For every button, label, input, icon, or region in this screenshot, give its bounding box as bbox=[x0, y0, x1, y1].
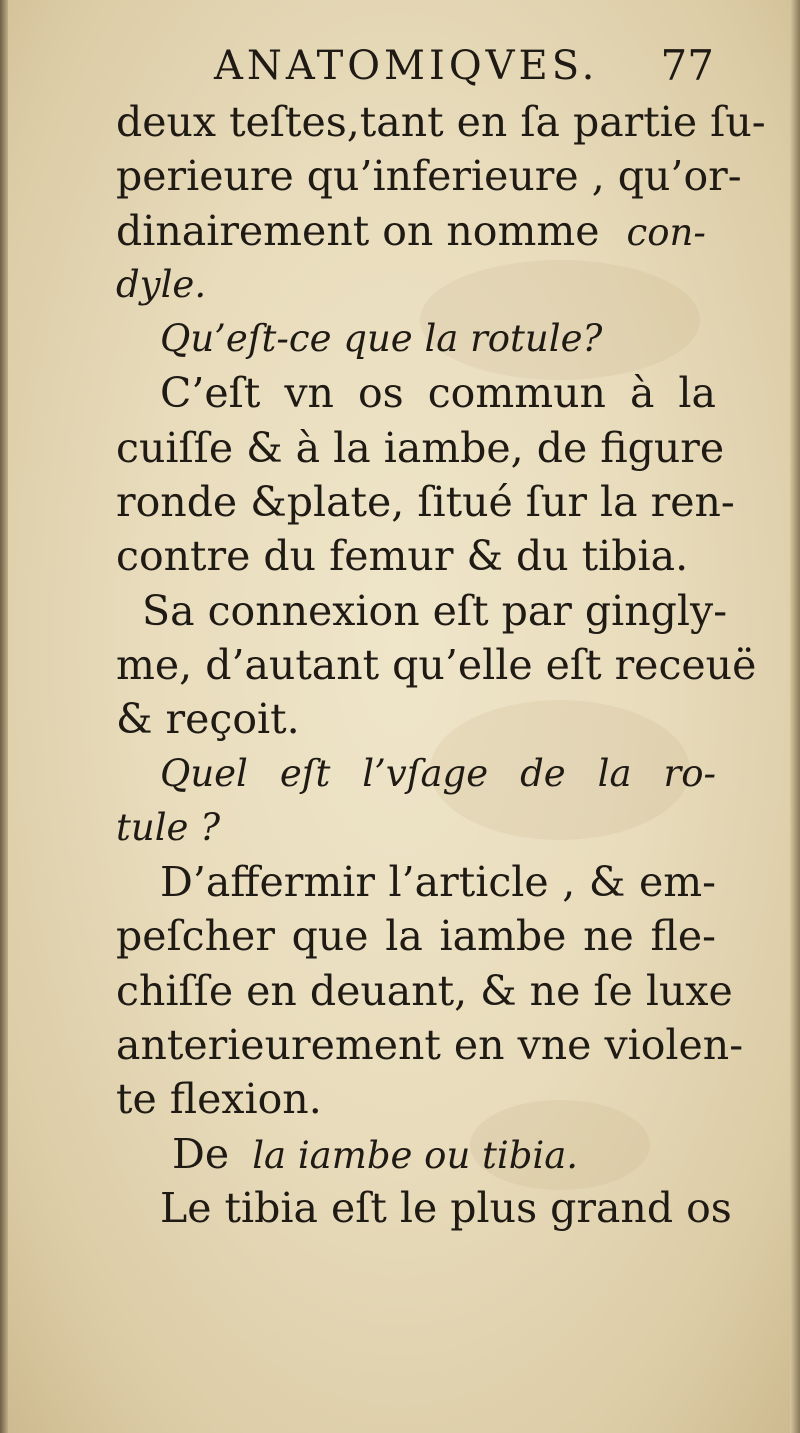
page-number: 77 bbox=[660, 41, 714, 90]
page-right-edge bbox=[790, 0, 800, 1433]
text-line: cuiſſe & à la iambe, de figure bbox=[116, 423, 725, 472]
question-line: Qu’eſt-ce que la rotule? bbox=[160, 317, 603, 361]
text-line: anterieurement en vne violen- bbox=[116, 1021, 744, 1070]
heading-italic: la iambe ou tibia. bbox=[252, 1133, 579, 1177]
text-line bbox=[116, 204, 716, 258]
question-line: Quel eſt l’vſage de la ro- bbox=[160, 751, 716, 795]
paragraph-line: Sa connexion eſt par gingly- bbox=[142, 586, 728, 635]
section-heading bbox=[116, 1127, 716, 1181]
text-line: ronde &plate, ſitué ſur la ren- bbox=[116, 478, 735, 527]
answer-line: D’affermir l’article , & em- bbox=[160, 858, 716, 907]
text-line: me, d’autant qu’elle eſt receuë bbox=[116, 640, 757, 689]
page-header bbox=[214, 36, 714, 96]
answer-line: C’eſt vn os commun à la bbox=[160, 369, 716, 418]
heading-word: De bbox=[172, 1129, 230, 1178]
text-segment: dinairement on nomme bbox=[116, 206, 600, 255]
text-line: chiſſe en deuant, & ne ſe luxe bbox=[116, 966, 733, 1015]
text-line-italic: dyle. bbox=[116, 262, 207, 306]
text-line: deux teſtes,tant en ſa partie ſu- bbox=[116, 98, 766, 146]
text-line: & reçoit. bbox=[116, 695, 300, 744]
text-line: perieure qu’inferieure , qu’or- bbox=[116, 152, 742, 201]
body-text bbox=[116, 95, 766, 1235]
question-line: tule ? bbox=[116, 805, 221, 849]
text-line: contre du femur & du tibia. bbox=[116, 532, 689, 581]
text-line: Le tibia eſt le plus grand os bbox=[160, 1183, 732, 1232]
text-line: te flexion. bbox=[116, 1075, 322, 1124]
text-line: peſcher que la iambe ne fle- bbox=[116, 912, 716, 961]
italic-term: con- bbox=[626, 210, 706, 254]
running-head: ANATOMIQVES. bbox=[214, 43, 599, 89]
page-left-edge bbox=[0, 0, 8, 1433]
